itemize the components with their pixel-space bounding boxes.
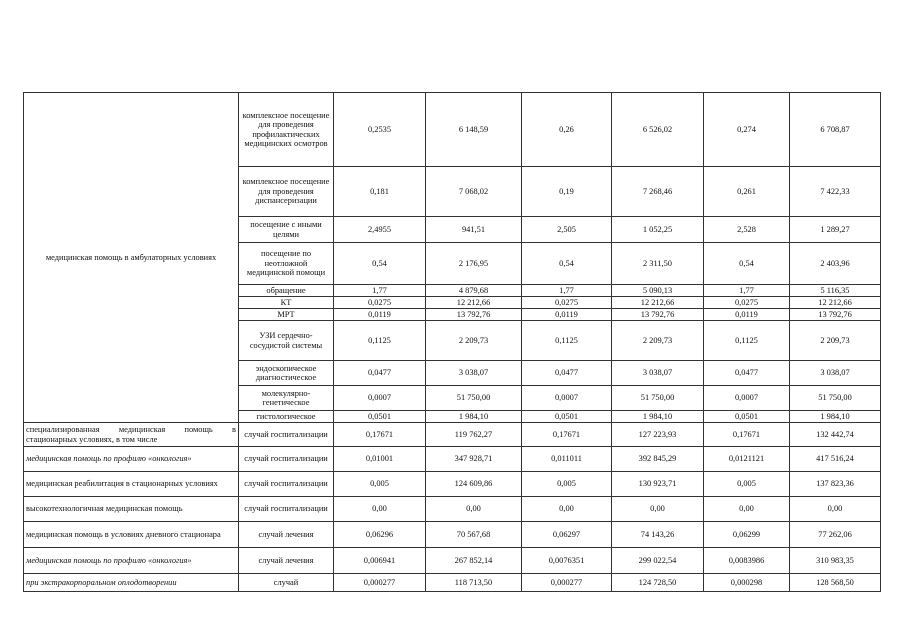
value-cell: 0,06297	[522, 522, 612, 548]
value-cell: 0,0501	[334, 411, 426, 423]
value-cell: 0,0477	[334, 361, 426, 386]
value-cell: 5 090,13	[612, 285, 704, 297]
value-cell: 128 568,50	[790, 574, 881, 592]
unit-cell: эндоскопическое диагностическое	[239, 361, 334, 386]
value-cell: 2,528	[704, 217, 790, 243]
value-cell: 941,51	[426, 217, 522, 243]
value-cell: 3 038,07	[426, 361, 522, 386]
value-cell: 0,2535	[334, 93, 426, 167]
value-cell: 0,000277	[522, 574, 612, 592]
value-cell: 74 143,26	[612, 522, 704, 548]
value-cell: 1 052,25	[612, 217, 704, 243]
unit-cell: случай лечения	[239, 548, 334, 574]
value-cell: 0,0007	[704, 386, 790, 411]
value-cell: 0,006941	[334, 548, 426, 574]
row-label: медицинская помощь по профилю «онкология»	[24, 548, 239, 574]
row-label: медицинская помощь по профилю «онкология»	[24, 447, 239, 472]
value-cell: 0,00	[790, 497, 881, 522]
value-cell: 7 422,33	[790, 167, 881, 217]
row-label: медицинская помощь в условиях дневного стационара	[24, 522, 239, 548]
unit-cell: комплексное посещение для проведения профилактических медицинских осмотров	[239, 93, 334, 167]
value-cell: 70 567,68	[426, 522, 522, 548]
unit-cell: молекулярно-генетическое	[239, 386, 334, 411]
value-cell: 2 403,96	[790, 243, 881, 285]
value-cell: 2 209,73	[790, 321, 881, 361]
unit-cell: КТ	[239, 297, 334, 309]
value-cell: 12 212,66	[612, 297, 704, 309]
value-cell: 0,01001	[334, 447, 426, 472]
value-cell: 6 526,02	[612, 93, 704, 167]
table-row	[24, 574, 881, 592]
value-cell: 0,0501	[704, 411, 790, 423]
value-cell: 0,0119	[334, 309, 426, 321]
value-cell: 13 792,76	[790, 309, 881, 321]
value-cell: 0,00	[522, 497, 612, 522]
value-cell: 118 713,50	[426, 574, 522, 592]
value-cell: 130 923,71	[612, 472, 704, 497]
value-cell: 310 983,35	[790, 548, 881, 574]
value-cell: 5 116,35	[790, 285, 881, 297]
value-cell: 0,0076351	[522, 548, 612, 574]
value-cell: 3 038,07	[790, 361, 881, 386]
unit-cell: посещение с иными целями	[239, 217, 334, 243]
value-cell: 0,06299	[704, 522, 790, 548]
value-cell: 1 984,10	[612, 411, 704, 423]
value-cell: 0,0119	[704, 309, 790, 321]
value-cell: 7 068,02	[426, 167, 522, 217]
table-row	[24, 423, 881, 447]
value-cell: 12 212,66	[790, 297, 881, 309]
value-cell: 6 708,87	[790, 93, 881, 167]
value-cell: 2 209,73	[612, 321, 704, 361]
table-row	[24, 447, 881, 472]
value-cell: 0,0083986	[704, 548, 790, 574]
value-cell: 132 442,74	[790, 423, 881, 447]
value-cell: 0,000298	[704, 574, 790, 592]
value-cell: 0,0007	[522, 386, 612, 411]
unit-cell: комплексное посещение для проведения диспансеризации	[239, 167, 334, 217]
value-cell: 0,00	[334, 497, 426, 522]
value-cell: 0,0007	[334, 386, 426, 411]
unit-cell: случай госпитализации	[239, 472, 334, 497]
unit-cell: МРТ	[239, 309, 334, 321]
value-cell: 13 792,76	[612, 309, 704, 321]
value-cell: 0,274	[704, 93, 790, 167]
value-cell: 1 984,10	[790, 411, 881, 423]
value-cell: 4 879,68	[426, 285, 522, 297]
value-cell: 124 728,50	[612, 574, 704, 592]
unit-cell: случай госпитализации	[239, 423, 334, 447]
value-cell: 0,0275	[522, 297, 612, 309]
value-cell: 347 928,71	[426, 447, 522, 472]
value-cell: 0,011011	[522, 447, 612, 472]
value-cell: 124 609,86	[426, 472, 522, 497]
table-row	[24, 93, 881, 167]
value-cell: 12 212,66	[426, 297, 522, 309]
value-cell: 1 984,10	[426, 411, 522, 423]
value-cell: 119 762,27	[426, 423, 522, 447]
value-cell: 2 176,95	[426, 243, 522, 285]
unit-cell: случай госпитализации	[239, 497, 334, 522]
value-cell: 0,17671	[334, 423, 426, 447]
value-cell: 2,4955	[334, 217, 426, 243]
value-cell: 0,00	[426, 497, 522, 522]
value-cell: 0,19	[522, 167, 612, 217]
unit-cell: гистологическое	[239, 411, 334, 423]
value-cell: 1,77	[704, 285, 790, 297]
unit-cell: посещение по неотложной медицинской помощи	[239, 243, 334, 285]
value-cell: 1 289,27	[790, 217, 881, 243]
value-cell: 2 311,50	[612, 243, 704, 285]
value-cell: 0,000277	[334, 574, 426, 592]
value-cell: 0,0275	[704, 297, 790, 309]
value-cell: 0,0275	[334, 297, 426, 309]
value-cell: 299 022,54	[612, 548, 704, 574]
value-cell: 51 750,00	[612, 386, 704, 411]
unit-cell: обращение	[239, 285, 334, 297]
value-cell: 0,0119	[522, 309, 612, 321]
value-cell: 0,1125	[522, 321, 612, 361]
value-cell: 1,77	[334, 285, 426, 297]
value-cell: 0,0121121	[704, 447, 790, 472]
value-cell: 2,505	[522, 217, 612, 243]
value-cell: 0,17671	[522, 423, 612, 447]
value-cell: 0,00	[612, 497, 704, 522]
value-cell: 1,77	[522, 285, 612, 297]
value-cell: 137 823,36	[790, 472, 881, 497]
unit-cell: случай госпитализации	[239, 447, 334, 472]
value-cell: 127 223,93	[612, 423, 704, 447]
table-row	[24, 522, 881, 548]
unit-cell: случай лечения	[239, 522, 334, 548]
value-cell: 0,26	[522, 93, 612, 167]
value-cell: 77 262,06	[790, 522, 881, 548]
category-cell: медицинская помощь в амбулаторных условиях	[24, 93, 239, 423]
value-cell: 0,0477	[522, 361, 612, 386]
value-cell: 3 038,07	[612, 361, 704, 386]
value-cell: 0,0501	[522, 411, 612, 423]
value-cell: 0,181	[334, 167, 426, 217]
row-label: специализированная медицинская помощь в стационарных условиях, в том числе	[24, 423, 239, 447]
value-cell: 6 148,59	[426, 93, 522, 167]
table-row	[24, 497, 881, 522]
value-cell: 0,54	[704, 243, 790, 285]
value-cell: 0,005	[334, 472, 426, 497]
value-cell: 2 209,73	[426, 321, 522, 361]
unit-cell: случай	[239, 574, 334, 592]
value-cell: 51 750,00	[426, 386, 522, 411]
value-cell: 0,005	[522, 472, 612, 497]
value-cell: 0,1125	[704, 321, 790, 361]
row-label: при экстракорпоральном оплодотворении	[24, 574, 239, 592]
value-cell: 7 268,46	[612, 167, 704, 217]
value-cell: 0,06296	[334, 522, 426, 548]
value-cell: 51 750,00	[790, 386, 881, 411]
unit-cell: УЗИ сердечно-сосудистой системы	[239, 321, 334, 361]
value-cell: 13 792,76	[426, 309, 522, 321]
value-cell: 0,00	[704, 497, 790, 522]
row-label: высокотехнологичная медицинская помощь	[24, 497, 239, 522]
value-cell: 267 852,14	[426, 548, 522, 574]
tariff-table	[23, 92, 881, 592]
table-row	[24, 548, 881, 574]
value-cell: 417 516,24	[790, 447, 881, 472]
value-cell: 0,54	[522, 243, 612, 285]
value-cell: 0,0477	[704, 361, 790, 386]
value-cell: 0,1125	[334, 321, 426, 361]
value-cell: 0,261	[704, 167, 790, 217]
value-cell: 0,54	[334, 243, 426, 285]
value-cell: 0,005	[704, 472, 790, 497]
value-cell: 0,17671	[704, 423, 790, 447]
value-cell: 392 845,29	[612, 447, 704, 472]
table-row	[24, 472, 881, 497]
row-label: медицинская реабилитация в стационарных условиях	[24, 472, 239, 497]
